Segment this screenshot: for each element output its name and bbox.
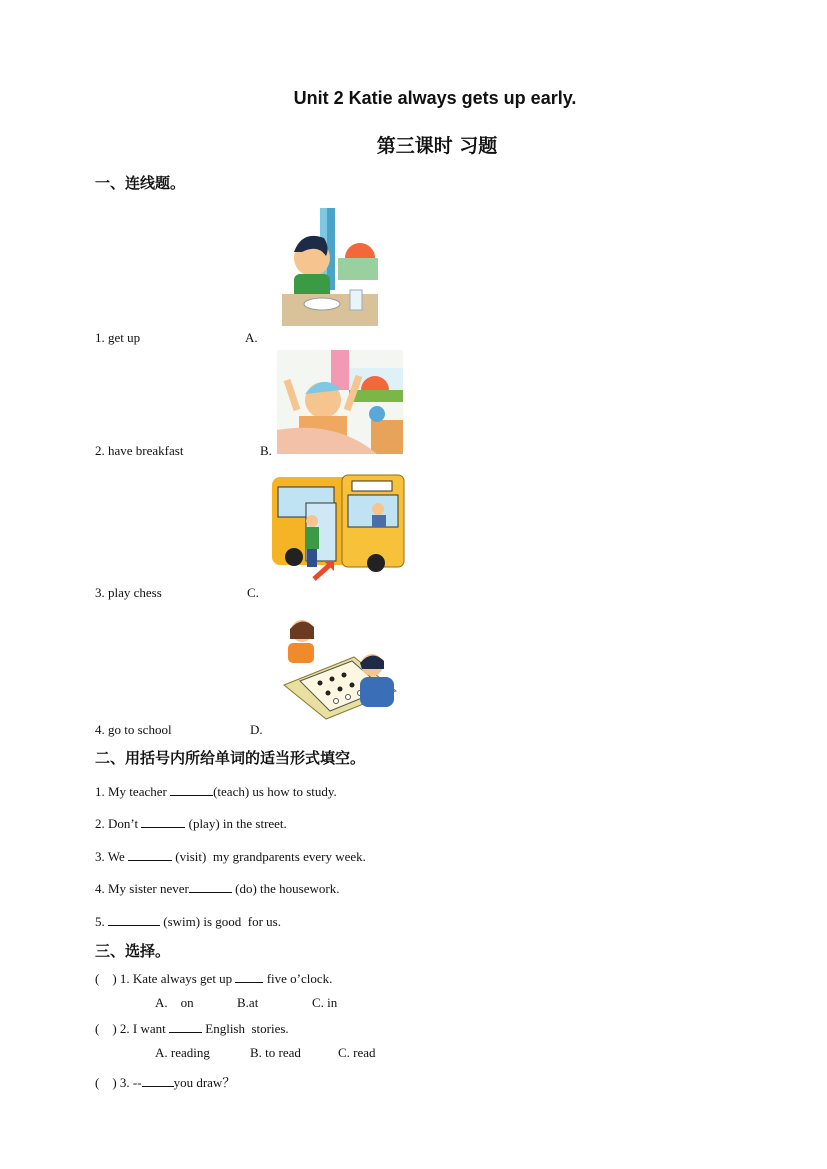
choice-option-1b[interactable]: B.at [237,995,259,1010]
choice-question-3: ( ) 3. -- you draw？ [95,1075,236,1090]
fill-item-3: 3. We (visit) my grandparents every week. [95,849,366,864]
match-item-1: 1. get up [95,330,141,345]
choice-option-2a[interactable]: A. reading [155,1045,210,1060]
choice-option-2b[interactable]: B. to read [250,1045,301,1060]
match-letter-a: A. [245,330,258,345]
answer-blank[interactable] [235,970,263,983]
answer-blank[interactable] [189,880,232,893]
choice-option-1c[interactable]: C. in [312,995,338,1010]
match-item-3: 3. play chess [95,585,162,600]
get-up-picture [277,350,403,454]
match-letter-d: D. [250,722,263,737]
choice-question-1: ( ) 1. Kate always get up five o’clock. [95,971,333,986]
match-item-2: 2. have breakfast [95,443,184,458]
answer-blank[interactable] [128,848,172,861]
answer-blank[interactable] [170,783,213,796]
fill-item-2: 2. Don’t (play) in the street. [95,816,287,831]
bus-picture [272,473,406,583]
answer-blank[interactable] [141,815,185,828]
page-subtitle: 第三课时 习题 [376,135,498,157]
match-item-4: 4. go to school [95,722,172,737]
choice-option-2c[interactable]: C. read [338,1045,376,1060]
section2-heading: 二、用括号内所给单词的适当形式填空。 [95,749,366,767]
match-letter-c: C. [247,585,259,600]
page-title: Unit 2 Katie always gets up early. [293,88,577,108]
fill-item-4: 4. My sister never (do) the housework. [95,881,340,896]
choice-option-1a[interactable]: A. on [155,995,194,1010]
chess-picture [280,615,398,721]
section1-heading: 一、连线题。 [95,174,186,192]
breakfast-picture [282,208,378,326]
answer-blank[interactable] [169,1020,202,1033]
fill-item-1: 1. My teacher (teach) us how to study. [95,784,337,799]
answer-blank[interactable] [108,913,160,926]
fill-item-5: 5. (swim) is good for us. [95,914,281,929]
section3-heading: 三、选择。 [95,942,171,960]
match-letter-b: B. [260,443,272,458]
answer-blank[interactable] [142,1074,174,1087]
choice-question-2: ( ) 2. I want English stories. [95,1021,289,1036]
